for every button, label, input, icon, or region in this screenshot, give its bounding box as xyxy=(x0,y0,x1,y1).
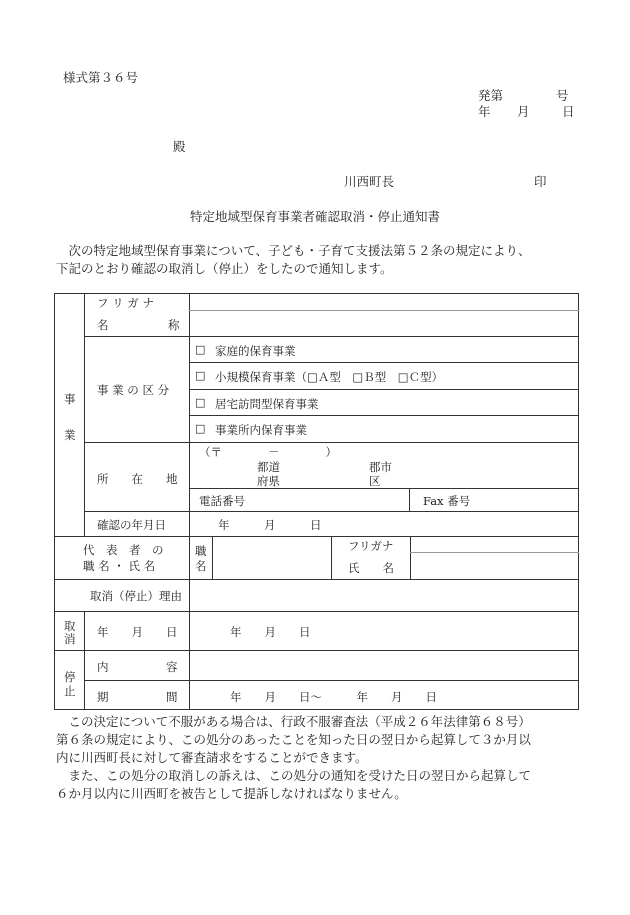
reason-label: 取消（停止）理由 xyxy=(90,589,182,603)
notice-line-1: この決定について不服がある場合は、行政不服審査法（平成２６年法律第６８号） xyxy=(56,714,531,729)
issue-number-prefix: 発第 xyxy=(478,88,504,103)
fax-label: Fax 番号 xyxy=(423,494,471,508)
cancel-label-2: 消 xyxy=(64,632,76,646)
checkbox-cat2[interactable]: □ xyxy=(195,369,206,382)
notice-line-5: ６か月以内に川西町を被告として提訴しなければなりません。 xyxy=(56,786,407,801)
category-option-3: 居宅訪問型保育事業 xyxy=(215,397,319,411)
rep-furigana-label: フリガナ xyxy=(348,539,394,553)
cancel-date-value: 年 月 日 xyxy=(230,625,311,639)
seal: 印 xyxy=(534,174,547,189)
rep-label-1: 代 表 者 の xyxy=(83,543,164,557)
checkbox-cat1[interactable]: □ xyxy=(195,343,206,356)
furigana-label: フ リ ガ ナ xyxy=(97,296,154,310)
issuer: 川西町長 xyxy=(344,174,395,189)
todofuken-1: 都道 xyxy=(257,460,280,474)
category-label: 事 業 の 区 分 xyxy=(97,383,170,397)
category-option-2: 小規模保育事業（□Ａ型 □Ｂ型 □Ｃ型） xyxy=(215,370,444,384)
gunshi-2: 区 xyxy=(369,474,381,488)
rep-title-1: 職 xyxy=(195,544,207,558)
gunshi-1: 郡市 xyxy=(369,460,392,474)
cancel-label-1: 取 xyxy=(64,619,76,633)
addressee-suffix: 殿 xyxy=(173,139,186,154)
location-label: 所 在 地 xyxy=(97,472,178,486)
jigyo-label-1: 事 xyxy=(64,392,76,406)
intro-line-1: 次の特定地域型保育事業について、子ども・子育て支援法第５２条の規定により、 xyxy=(56,243,531,258)
intro-line-2: 下記のとおり確認の取消し（停止）をしたので通知します。 xyxy=(56,261,393,276)
todofuken-2: 府県 xyxy=(257,474,280,488)
period-label: 期 間 xyxy=(97,690,178,704)
confirm-date-label: 確認の年月日 xyxy=(97,518,166,532)
stop-label-2: 止 xyxy=(64,684,76,698)
document-title: 特定地域型保育事業者確認取消・停止通知書 xyxy=(189,209,440,224)
date-year: 年 xyxy=(478,104,491,119)
rep-name-label: 氏 名 xyxy=(348,561,394,575)
cancel-date-label: 年 月 日 xyxy=(97,625,178,639)
date-month: 月 xyxy=(517,104,530,119)
name-label-2: 称 xyxy=(168,318,180,332)
name-label-1: 名 xyxy=(97,318,109,332)
category-option-4: 事業所内保育事業 xyxy=(215,423,307,437)
postal-code: （〒 － ） xyxy=(199,445,337,459)
form-number: 様式第３６号 xyxy=(63,70,139,85)
period-value: 年 月 日～ 年 月 日 xyxy=(230,690,437,704)
jigyo-label-2: 業 xyxy=(64,428,76,442)
checkbox-cat3[interactable]: □ xyxy=(195,396,206,409)
notice-line-3: 内に川西町長に対して審査請求をすることができます。 xyxy=(56,750,368,765)
form-table xyxy=(54,293,579,710)
date-day: 日 xyxy=(562,104,575,119)
rep-label-2: 職 名 ・ 氏 名 xyxy=(83,559,156,573)
category-option-1: 家庭的保育事業 xyxy=(215,344,296,358)
issue-number-suffix: 号 xyxy=(556,88,569,103)
content-label: 内 容 xyxy=(97,660,178,674)
phone-label: 電話番号 xyxy=(199,494,245,508)
checkbox-cat4[interactable]: □ xyxy=(195,422,206,435)
stop-label-1: 停 xyxy=(64,670,76,684)
confirm-date-value: 年 月 日 xyxy=(218,518,322,532)
notice-line-2: 第６条の規定により、この処分のあったことを知った日の翌日から起算して３か月以 xyxy=(56,732,531,747)
rep-title-2: 名 xyxy=(195,559,207,573)
notice-line-4: また、この処分の取消しの訴えは、この処分の通知を受けた日の翌日から起算して xyxy=(56,768,532,783)
